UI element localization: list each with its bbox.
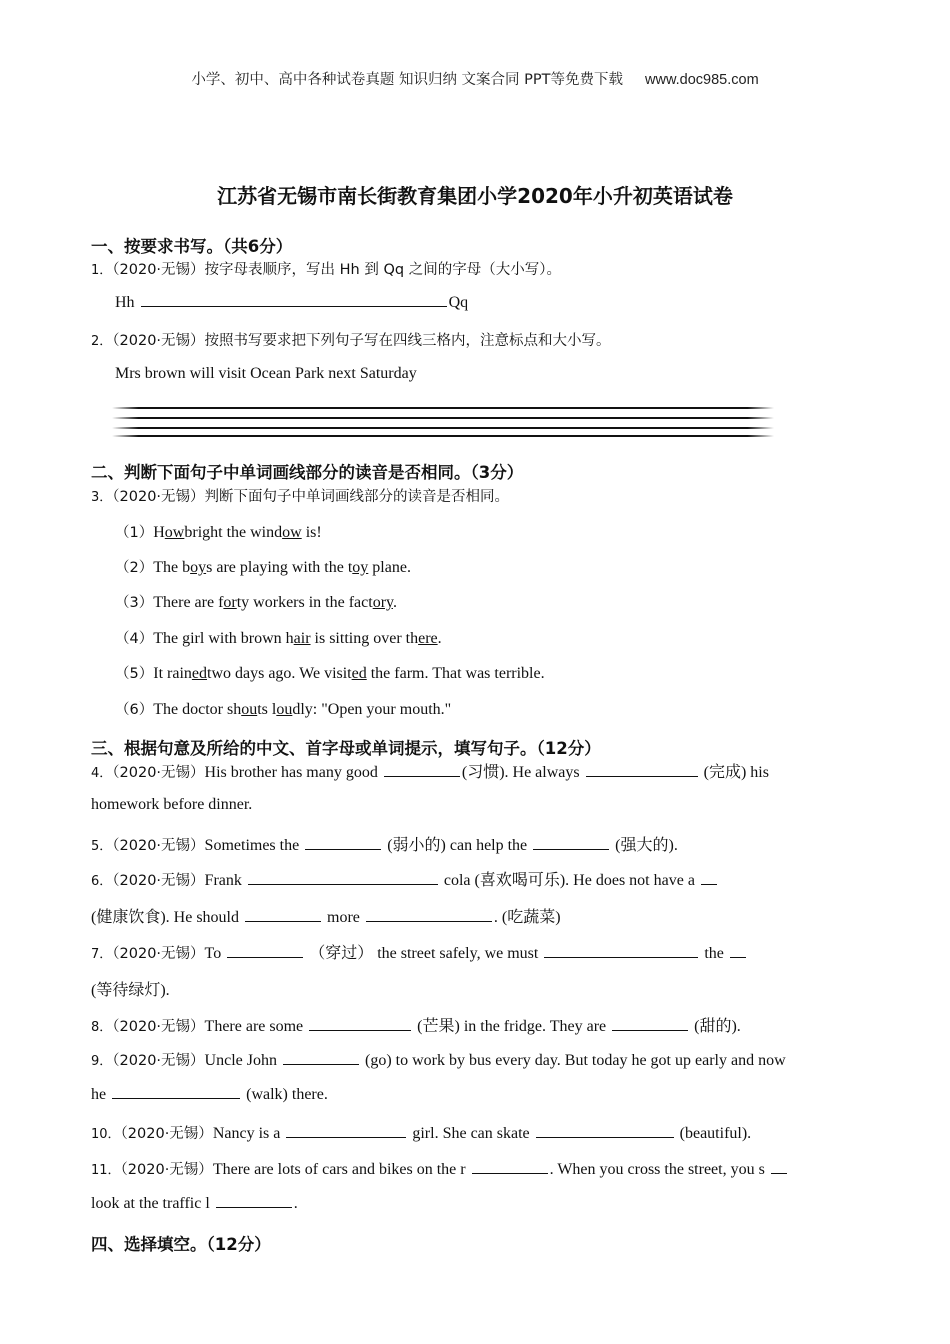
underlined-part: or: [223, 594, 237, 611]
q7-text: To: [204, 945, 226, 962]
q2-num: 2．: [91, 334, 113, 349]
four-line-grid[interactable]: [112, 405, 774, 439]
q6: [91, 867, 719, 890]
item-text: .: [437, 630, 442, 647]
item-text: two days ago. We visit: [207, 665, 352, 682]
q11-num: 11．: [91, 1163, 121, 1178]
q1-blank[interactable]: [141, 294, 447, 307]
q3-item-4: [115, 627, 442, 648]
q11-cont: [91, 1195, 298, 1213]
underlined-part: oy: [190, 559, 207, 576]
item-text: The doctor sh: [153, 701, 242, 718]
q1-num: 1．: [91, 263, 113, 278]
q11-text: There are lots of cars and bikes on the r: [212, 1161, 470, 1178]
q7-blank-2[interactable]: [544, 945, 698, 958]
q10-text: Nancy is a: [212, 1125, 285, 1142]
underlined-part: ere: [418, 630, 438, 647]
q3: [91, 485, 509, 506]
header-site: www.doc985.com: [645, 72, 759, 88]
q8-text: There are some: [204, 1018, 308, 1035]
q2-text: 按照书写要求把下列句子写在四线三格内，注意标点和大小写。: [204, 333, 611, 349]
q8-text: (芒果) in the fridge. They are: [413, 1018, 611, 1035]
q2-sentence: Mrs brown will visit Ocean Park next Saturday: [115, 365, 417, 382]
q5-text: (强大的).: [611, 837, 678, 854]
q1-left: Hh: [115, 294, 135, 311]
q11-blank-2[interactable]: [771, 1161, 787, 1174]
q6-src: （2020·无锡）: [112, 873, 205, 889]
q4-blank-2[interactable]: [586, 764, 698, 777]
q9-num: 9．: [91, 1054, 113, 1069]
q6-num: 6．: [91, 874, 113, 889]
q1-src: （2020·无锡）: [112, 262, 205, 278]
item-text: bright the wind: [184, 524, 283, 541]
q5-num: 5．: [91, 839, 113, 854]
q2-src: （2020·无锡）: [112, 333, 205, 349]
q10: [91, 1122, 751, 1143]
item-text: ty workers in the fact: [236, 594, 373, 611]
q9-text: (go) to work by bus every day. But today he got up early and now: [360, 1052, 786, 1069]
item-text: There are f: [153, 594, 224, 611]
grid-line-1: [112, 407, 774, 409]
q4-text: (习惯). He always: [461, 764, 584, 781]
q4-text: His brother has many good: [204, 764, 382, 781]
q9-blank-1[interactable]: [283, 1052, 359, 1065]
underlined-part: ow: [282, 524, 302, 541]
q7-text: the: [700, 945, 728, 962]
q7-num: 7．: [91, 947, 113, 962]
q8-blank-1[interactable]: [309, 1018, 411, 1031]
q10-src: （2020·无锡）: [120, 1126, 213, 1142]
q9-cont: [91, 1086, 328, 1104]
q6-blank-4[interactable]: [366, 909, 492, 922]
grid-line-3: [112, 427, 774, 429]
exam-title: 江苏省无锡市南长街教育集团小学2020年小升初英语试卷: [217, 184, 733, 208]
q6-text: cola (喜欢喝可乐). He does not have a: [439, 872, 699, 889]
q6-text: Frank: [204, 872, 246, 889]
q6-cont: [91, 904, 561, 927]
q1-right: Qq: [448, 294, 469, 311]
q10-blank-2[interactable]: [536, 1125, 674, 1138]
grid-line-2: [112, 417, 774, 419]
q6-blank-2[interactable]: [701, 872, 717, 885]
q10-text: (beautiful).: [675, 1125, 752, 1142]
q3-item-5: [115, 662, 545, 683]
q9-src: （2020·无锡）: [112, 1053, 205, 1069]
q11-text: . When you cross the street, you s: [549, 1161, 769, 1178]
section4-heading: 四、选择填空。（12分）: [91, 1235, 271, 1254]
item-text: is sitting over th: [310, 630, 419, 647]
section3-heading: 三、根据句意及所给的中文、首字母或单词提示，填写句子。（12分）: [91, 739, 601, 758]
q11-blank-3[interactable]: [216, 1195, 292, 1208]
section2-heading: 二、判断下面句子中单词画线部分的读音是否相同。（3分）: [91, 463, 524, 482]
q4-text: (完成) his: [699, 764, 769, 781]
q1-text: 按字母表顺序，写出 Hh 到 Qq 之间的字母（大小写）。: [204, 262, 561, 278]
underlined-part: ow: [164, 524, 185, 541]
q3-text: 判断下面句子中单词画线部分的读音是否相同。: [204, 489, 510, 505]
item-number: （5）: [115, 666, 154, 682]
q3-num: 3．: [91, 490, 113, 505]
q11-text: .: [293, 1195, 298, 1212]
q5: [91, 832, 678, 855]
q3-item-2: [115, 556, 411, 577]
q4-blank-1[interactable]: [384, 764, 460, 777]
q9-text: he: [91, 1086, 111, 1103]
q8-num: 8．: [91, 1020, 113, 1035]
q3-item-3: [115, 591, 397, 612]
underlined-part: ed: [191, 665, 207, 682]
q7-cont: (等待绿灯).: [91, 982, 170, 999]
item-text: ts l: [257, 701, 277, 718]
q6-blank-1[interactable]: [248, 872, 438, 885]
q4-num: 4．: [91, 766, 113, 781]
q11-blank-1[interactable]: [472, 1161, 548, 1174]
q8-text: (甜的).: [690, 1018, 741, 1035]
q5-src: （2020·无锡）: [112, 838, 205, 854]
q9: [91, 1049, 786, 1070]
underlined-part: ed: [351, 665, 367, 682]
q5-blank-1[interactable]: [305, 837, 381, 850]
page-header: [0, 68, 950, 89]
item-text: dly: "Open your mouth.": [292, 701, 452, 718]
q8-src: （2020·无锡）: [112, 1019, 205, 1035]
header-text: 小学、初中、高中各种试卷真题 知识归纳 文案合同 PPT等免费下载: [191, 72, 624, 88]
q9-text: Uncle John: [204, 1052, 281, 1069]
q11: [91, 1158, 789, 1179]
q11-text: look at the traffic l: [91, 1195, 214, 1212]
item-text: .: [392, 594, 397, 611]
q10-num: 10．: [91, 1127, 121, 1142]
underlined-part: ou: [276, 701, 293, 718]
underlined-part: oy: [352, 559, 369, 576]
q10-blank-1[interactable]: [286, 1125, 406, 1138]
q4-cont: homework before dinner.: [91, 796, 253, 813]
item-text: It rain: [153, 665, 192, 682]
q6-text: more: [323, 909, 364, 926]
q5-text: (弱小的) can help the: [383, 837, 532, 854]
q6-text: . (吃蔬菜): [493, 909, 561, 926]
q10-text: girl. She can skate: [408, 1125, 534, 1142]
q3-item-6: [115, 698, 451, 719]
grid-line-4: [112, 435, 774, 437]
q3-item-1: [115, 521, 322, 542]
q7: [91, 940, 748, 963]
underlined-part: ory: [372, 594, 393, 611]
q11-src: （2020·无锡）: [120, 1162, 213, 1178]
q4-src: （2020·无锡）: [112, 765, 205, 781]
item-text: H: [153, 524, 165, 541]
q6-text: (健康饮食). He should: [91, 909, 243, 926]
q8-blank-2[interactable]: [612, 1018, 688, 1031]
underlined-part: ou: [241, 701, 258, 718]
q7-src: （2020·无锡）: [112, 946, 205, 962]
q5-blank-2[interactable]: [533, 837, 609, 850]
item-number: （3）: [115, 595, 154, 611]
q1: [91, 258, 561, 279]
item-text: is!: [301, 524, 322, 541]
q1-answer-line: [115, 294, 468, 312]
item-text: The b: [153, 559, 191, 576]
q3-src: （2020·无锡）: [112, 489, 205, 505]
q7-blank-3[interactable]: [730, 945, 746, 958]
q8: [91, 1013, 741, 1036]
q9-blank-2[interactable]: [112, 1086, 240, 1099]
item-number: （6）: [115, 702, 154, 718]
section1-heading: 一、按要求书写。（共6分）: [91, 237, 293, 256]
item-text: plane.: [368, 559, 411, 576]
q4: [91, 759, 769, 782]
q6-blank-3[interactable]: [245, 909, 321, 922]
item-text: s are playing with the t: [206, 559, 353, 576]
q7-text: （穿过） the street safely, we must: [305, 945, 543, 962]
item-text: The girl with brown h: [153, 630, 294, 647]
q5-text: Sometimes the: [204, 837, 304, 854]
item-number: （1）: [115, 525, 154, 541]
underlined-part: air: [293, 630, 311, 647]
item-number: （4）: [115, 631, 154, 647]
q2: [91, 329, 611, 350]
item-text: the farm. That was terrible.: [366, 665, 545, 682]
item-number: （2）: [115, 560, 154, 576]
q9-text: (walk) there.: [242, 1086, 328, 1103]
q7-blank-1[interactable]: [227, 945, 303, 958]
